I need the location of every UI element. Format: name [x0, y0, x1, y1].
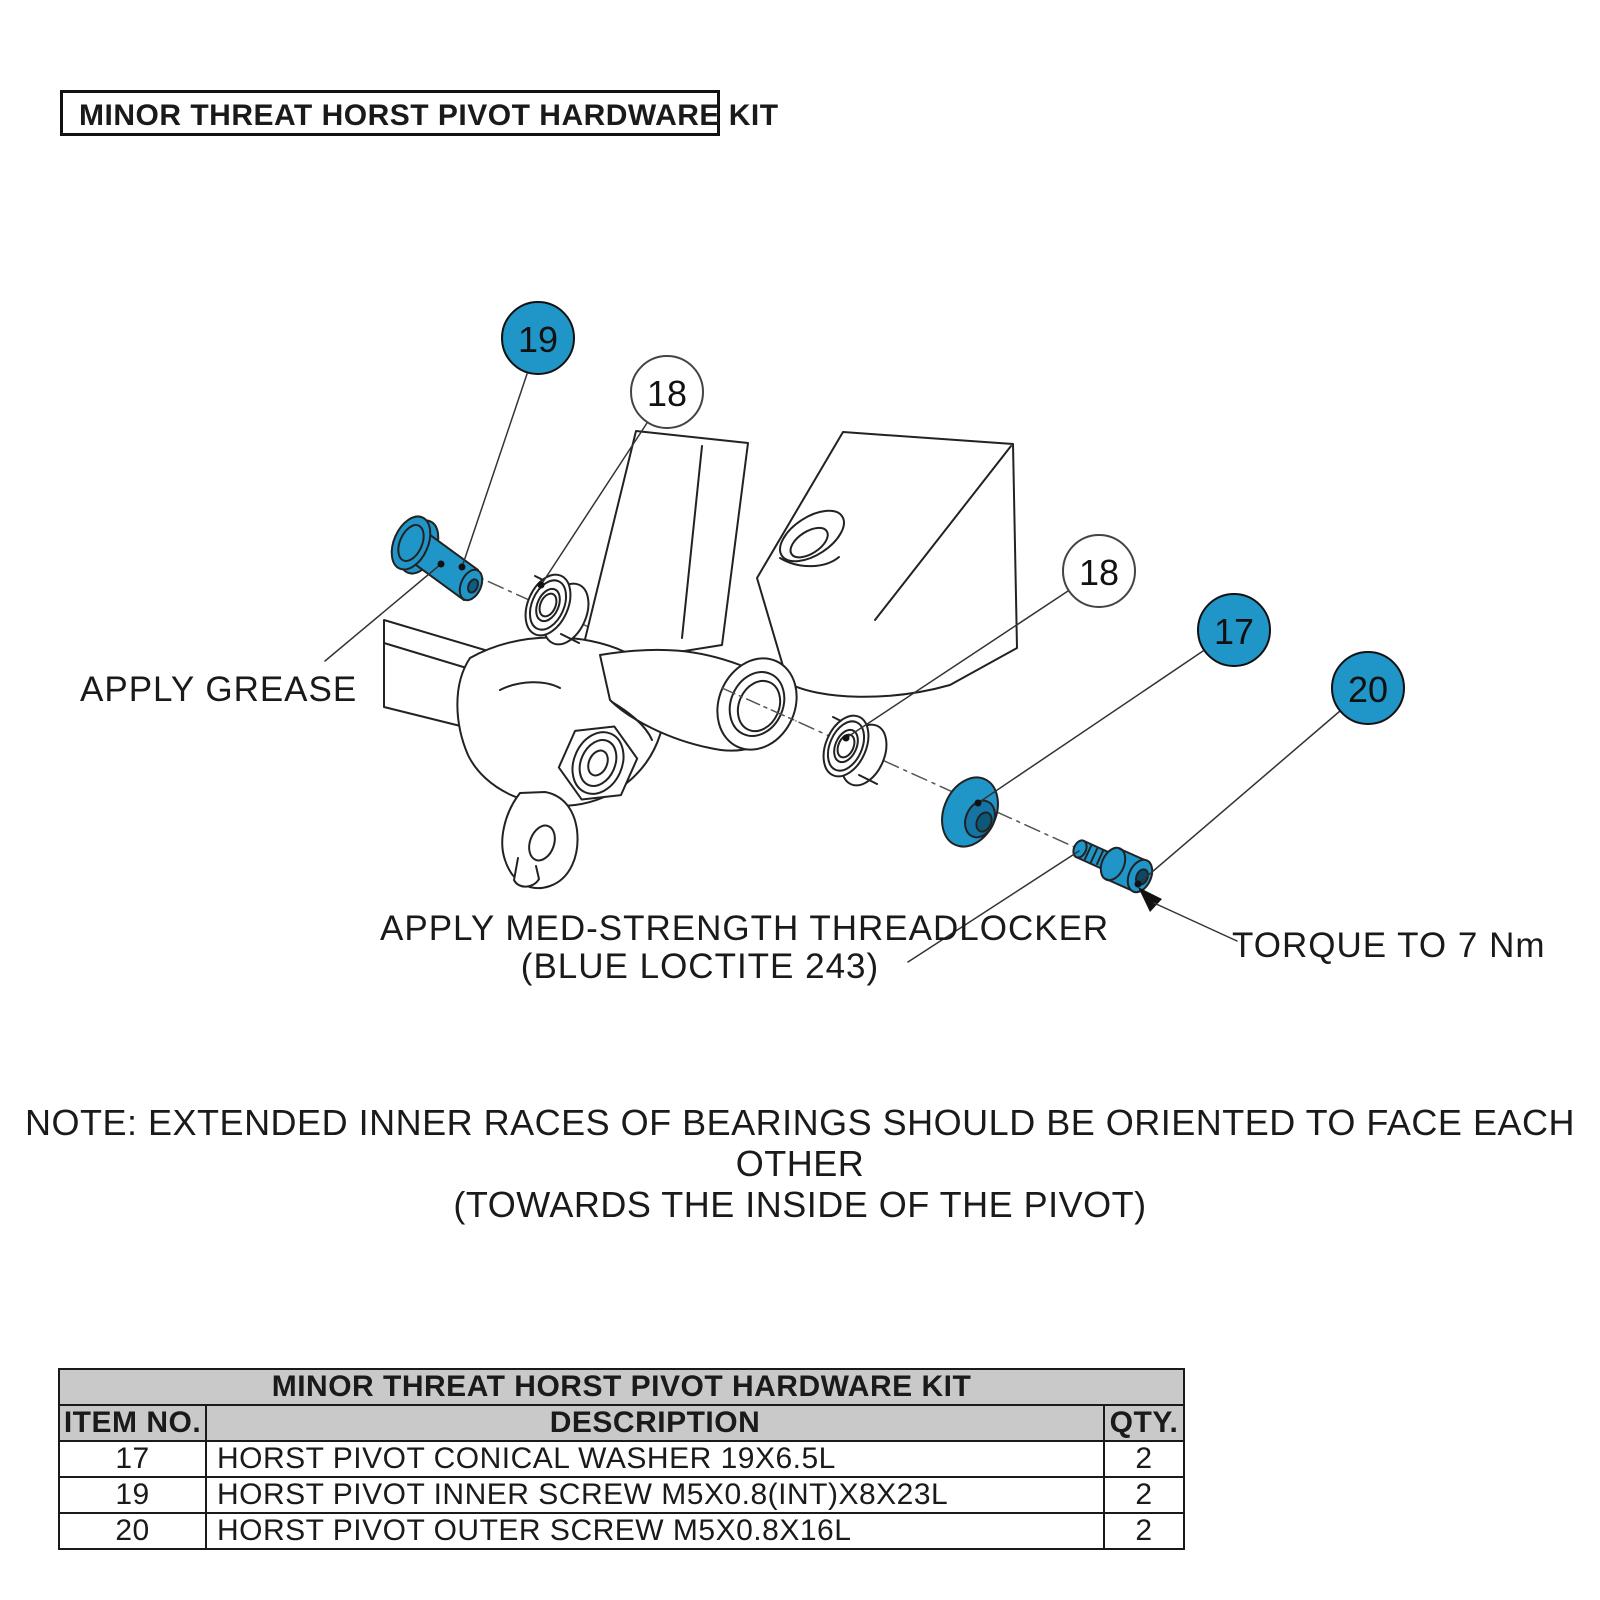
table-row [59, 1513, 1184, 1549]
balloon-17: 17 [1197, 593, 1271, 667]
assembly-note [0, 1102, 1600, 1225]
assembly-note-line2: (TOWARDS THE INSIDE OF THE PIVOT) [453, 1184, 1147, 1225]
cell-description: HORST PIVOT OUTER SCREW M5X0.8X16L [206, 1513, 1104, 1549]
drawing-title: MINOR THREAT HORST PIVOT HARDWARE KIT [60, 90, 720, 136]
frame-seatstay-tube [757, 432, 1017, 697]
parts-table-title: MINOR THREAT HORST PIVOT HARDWARE KIT [59, 1369, 1184, 1405]
table-row [59, 1441, 1184, 1477]
bearing-18-right [815, 709, 896, 793]
frame-front-stay-tube [578, 431, 748, 668]
parts-table-title-row [59, 1369, 1184, 1405]
torque-label: TORQUE TO 7 Nm [1232, 926, 1546, 965]
cell-description: HORST PIVOT INNER SCREW M5X0.8(INT)X8X23L [206, 1477, 1104, 1513]
cell-description: HORST PIVOT CONICAL WASHER 19X6.5L [206, 1441, 1104, 1477]
cell-qty: 2 [1104, 1441, 1184, 1477]
column-header-description: DESCRIPTION [206, 1405, 1104, 1441]
threadlocker-label [380, 909, 1110, 986]
part-conical-washer-17 [932, 769, 1009, 856]
apply-grease-label: APPLY GREASE [80, 670, 358, 709]
balloon-19: 19 [501, 301, 575, 375]
pointer-arrowhead [1138, 887, 1162, 912]
parts-table-header-row [59, 1405, 1184, 1441]
derailleur-hanger [502, 792, 577, 888]
balloon-18-left: 18 [630, 355, 704, 429]
assembly-note-line1: NOTE: EXTENDED INNER RACES OF BEARINGS SHOULD BE ORIENTED TO FACE EACH OTHER [25, 1102, 1575, 1184]
frame-dropout-lug [457, 637, 810, 888]
cell-item-no: 19 [59, 1477, 206, 1513]
cell-qty: 2 [1104, 1513, 1184, 1549]
threadlocker-line2: (BLUE LOCTITE 243) [520, 947, 880, 986]
cell-qty: 2 [1104, 1477, 1184, 1513]
column-header-qty: QTY. [1104, 1405, 1184, 1441]
parts-table [58, 1368, 1185, 1550]
cell-item-no: 17 [59, 1441, 206, 1477]
balloon-20: 20 [1331, 651, 1405, 725]
column-header-item-no: ITEM NO. [59, 1405, 206, 1441]
table-row [59, 1477, 1184, 1513]
cell-item-no: 20 [59, 1513, 206, 1549]
part-inner-screw-19 [384, 511, 487, 604]
balloon-18-right: 18 [1062, 534, 1136, 608]
threadlocker-line1: APPLY MED-STRENGTH THREADLOCKER [380, 909, 1110, 948]
